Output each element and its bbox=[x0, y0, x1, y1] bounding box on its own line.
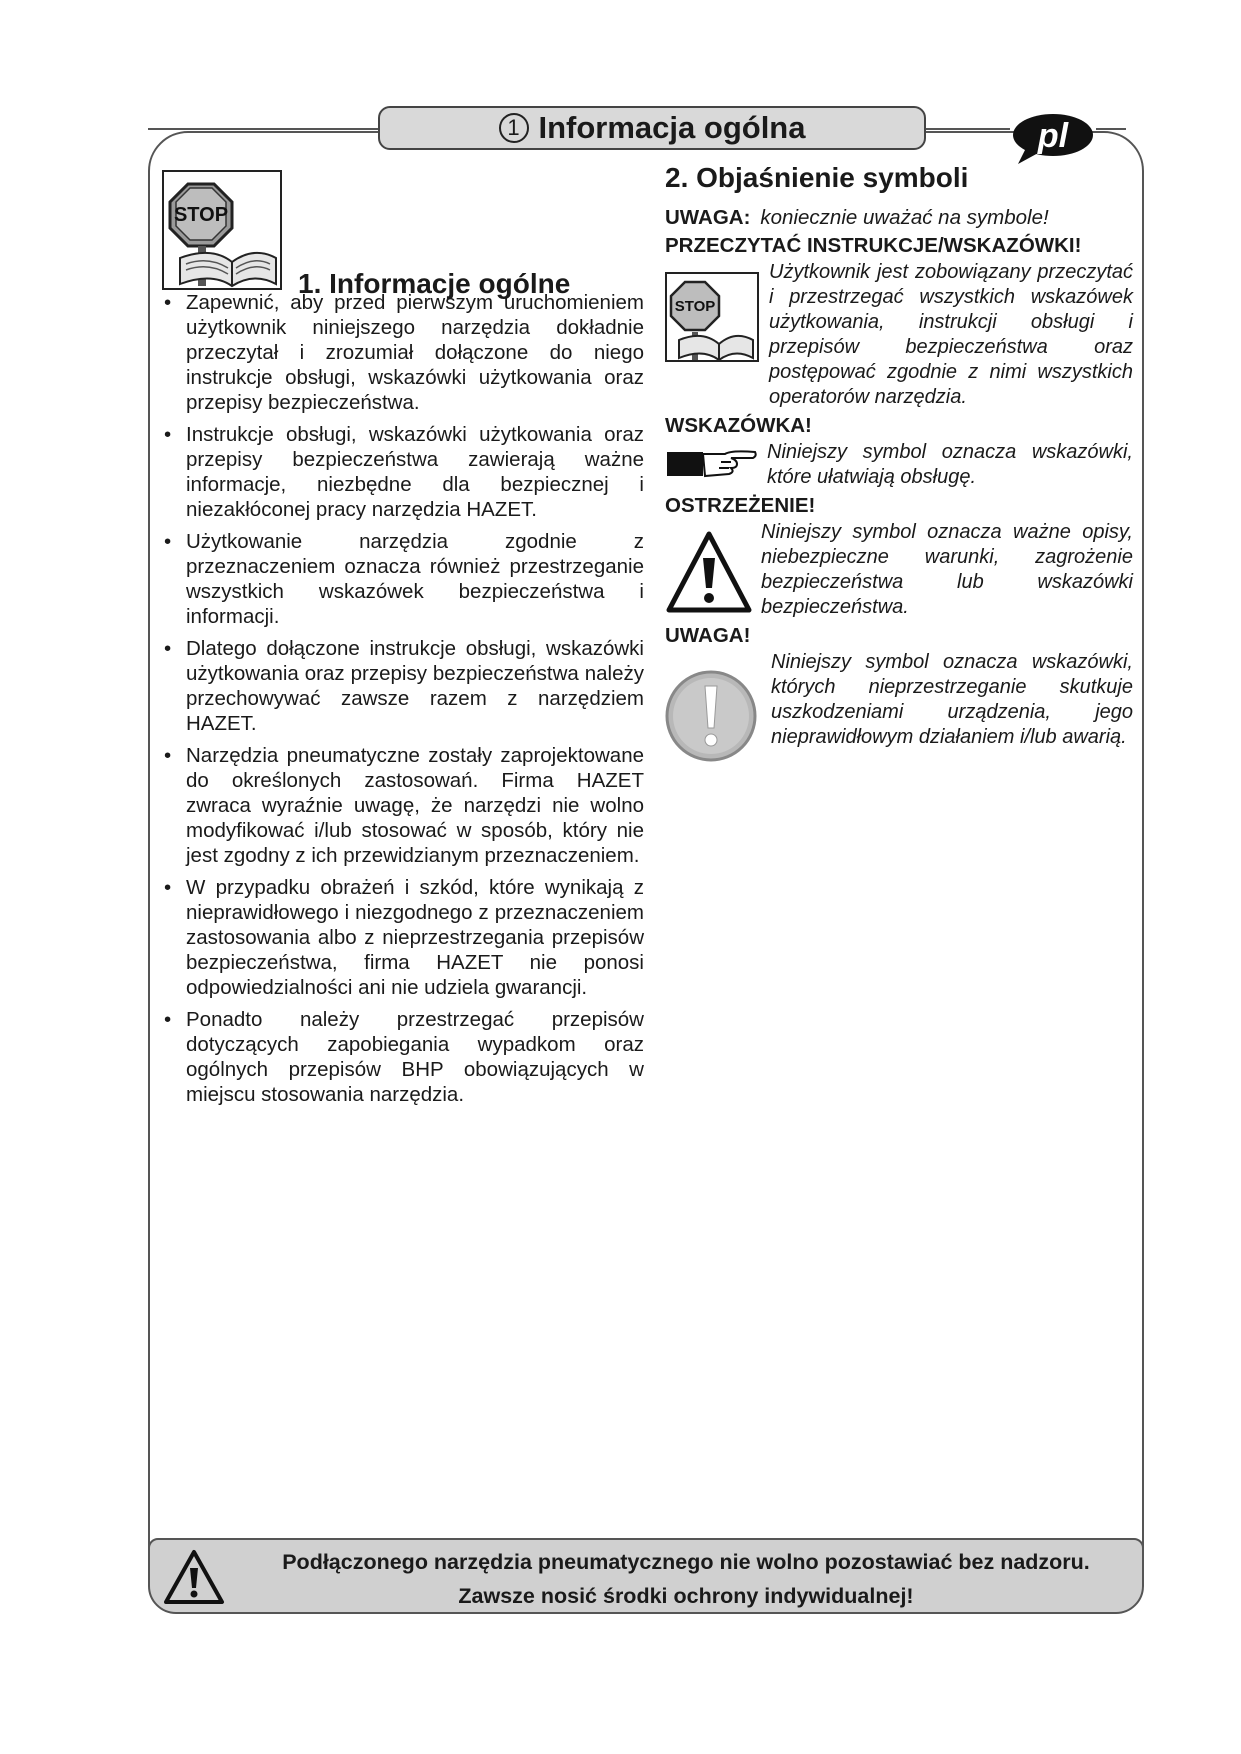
header-rule-right bbox=[926, 128, 1010, 130]
section-number: 1 bbox=[499, 113, 529, 143]
header-rule-right-end bbox=[1096, 128, 1126, 130]
read-instructions-row bbox=[665, 260, 1133, 410]
caution-heading: UWAGA! bbox=[665, 624, 751, 647]
caution-text: Niniejszy symbol oznacza wskazówki, których nieprzestrzeganie skutkuje uszkodzeniami urządzenia, jego nieprawidłowym działaniem i/lub awarią. bbox=[771, 651, 1133, 748]
list-item: • Dlatego dołączone instrukcje obsługi, wskazówki użytkowania oraz przepisy bezpieczeństwa należy przechowywać zawsze razem z narzędziem HAZET. bbox=[162, 636, 644, 736]
read-instructions-text: Użytkownik jest zobowiązany przeczytać i przestrzegać wszystkich wskazówek użytkowania, instrukcji obsługi i przepisów bezpieczeństwa oraz postępować zgodnie z nimi wszystkich operatorów narzędzia. bbox=[769, 261, 1133, 408]
list-item: • W przypadku obrażeń i szkód, które wynikają z nieprawidłowego i niezgodnego z przeznaczeniem zastosowania albo z nieprzestrzegania przepisów bezpieczeństwa, firma HAZET nie ponosi odpowiedzialności ani nie udziela gwarancji. bbox=[162, 875, 644, 1000]
footer-line-2: Zawsze nosić środki ochrony indywidualnej! bbox=[458, 1584, 914, 1608]
stop-sign-text: STOP bbox=[674, 298, 716, 315]
warning-triangle-icon bbox=[162, 1548, 226, 1606]
general-info-list bbox=[162, 290, 644, 1107]
warning-text: Niniejszy symbol oznacza ważne opisy, niebezpieczne warunki, zagrożenie bezpieczeństwa lub wskazówki bezpieczeństwa. bbox=[761, 521, 1133, 618]
section-2-title: 2. Objaśnienie symboli bbox=[665, 162, 969, 193]
hint-row bbox=[665, 440, 1133, 490]
footer-warning-banner bbox=[148, 1538, 1144, 1614]
list-item: • Narzędzia pneumatyczne zostały zaprojektowane do określonych zastosowań. Firma HAZET zwraca wyraźnie uwagę, że narzędzi nie wolno modyfikować i/lub stosować w sposób, który nie jest zgodny z ich przewidzianym przeznaczeniem. bbox=[162, 743, 644, 868]
general-info-column bbox=[162, 290, 644, 1114]
list-item: • Ponadto należy przestrzegać przepisów dotyczących zapobiegania wypadkom oraz ogólnych przepisów BHP obowiązujących w miejscu stosowania narzędzia. bbox=[162, 1007, 644, 1107]
symbols-column bbox=[665, 162, 1133, 764]
section-title: Informacja ogólna bbox=[538, 110, 806, 145]
footer-line-1: Podłączonego narzędzia pneumatycznego nie wolno pozostawiać bez nadzoru. bbox=[282, 1550, 1090, 1574]
read-instructions-heading: PRZECZYTAĆ INSTRUKCJE/WSKAZÓWKI! bbox=[665, 234, 1082, 257]
language-badge bbox=[1010, 112, 1096, 166]
pointing-hand-icon bbox=[665, 442, 757, 482]
language-code: pl bbox=[1037, 116, 1069, 155]
list-item: • Użytkowanie narzędzia zgodnie z przeznaczeniem oznacza również przestrzeganie wszystkich wskazówek bezpieczeństwa i informacji. bbox=[162, 529, 644, 629]
section-1-title: 1. Informacje ogólne bbox=[298, 268, 571, 299]
uwaga-text: koniecznie uważać na symbole! bbox=[760, 206, 1049, 229]
caution-circle-icon bbox=[663, 668, 759, 764]
warning-row bbox=[665, 520, 1133, 620]
list-item: • Zapewnić, aby przed pierwszym uruchomieniem użytkownik niniejszego narzędzia dokładnie przeczytał i zrozumiał dołączone do niego instrukcje obsługi, wskazówki użytkowania oraz przepisy bezpieczeństwa. bbox=[162, 290, 644, 415]
stop-read-manual-icon bbox=[665, 272, 759, 368]
stop-sign-text: STOP bbox=[173, 204, 229, 226]
hint-heading: WSKAZÓWKA! bbox=[665, 414, 812, 437]
warning-heading: OSTRZEŻENIE! bbox=[665, 494, 816, 517]
hint-text: Niniejszy symbol oznacza wskazówki, które ułatwiają obsługę. bbox=[767, 441, 1133, 488]
stop-read-manual-icon bbox=[162, 170, 282, 290]
uwaga-note bbox=[665, 206, 1133, 230]
warning-triangle-icon bbox=[665, 530, 753, 614]
uwaga-label: UWAGA: bbox=[665, 206, 751, 229]
header-rule-left bbox=[148, 128, 380, 130]
caution-row bbox=[665, 650, 1133, 764]
section-header bbox=[378, 106, 926, 150]
list-item: • Instrukcje obsługi, wskazówki użytkowania oraz przepisy bezpieczeństwa zawierają ważne informacje, niezbędne dla bezpiecznej i niezakłóconej pracy narzędzia HAZET. bbox=[162, 422, 644, 522]
